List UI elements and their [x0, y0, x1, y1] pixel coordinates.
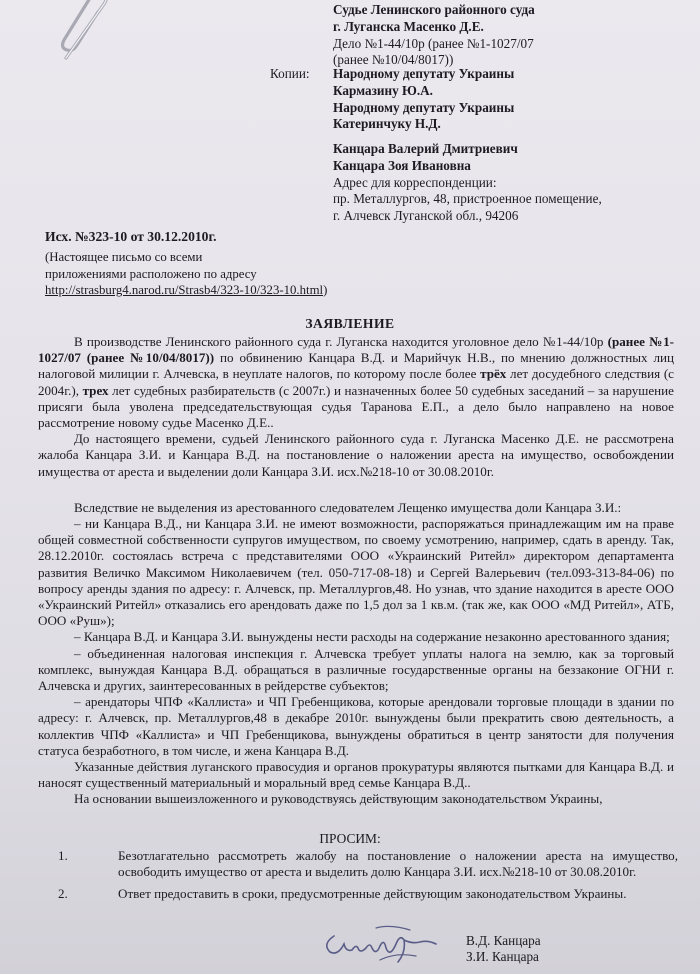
- addressee-block: [333, 2, 693, 69]
- case-number-line: Дело №1-44/10р (ранее №1-1027/07: [333, 35, 534, 51]
- request-text: Безотлагательно рассмотреть жалобу на постановление о наложении ареста на имущество, освободить имущество от ареста и выделить долю Канцара З.И. исх.№218-10 от 30.08.2010г.: [118, 848, 678, 880]
- paragraph-9: На основании вышеизложенного и руководствуясь действующим законодательством Украины,: [74, 791, 603, 807]
- case-number-line-2: (ранее №10/04/8017)): [333, 52, 454, 68]
- address-label: Адрес для корреспонденции:: [333, 174, 497, 190]
- paragraph-7: – арендаторы ЧПФ «Каллиста» и ЧП Гребенщикова, которые арендовали торговые площади в здании по адресу: г. Алчевск, пр. Металлургов,48 в декабре 2010г. вынуждены были прекратить свою деятельность, а коллектив ЧПФ «Каллиста» и ЧП Гребенщикова, вынуждены обратиться в центр занятости для получения статуса безработного, в том числе, и жена Канцара В.Д.: [38, 694, 674, 758]
- paragraph-2: До настоящего времени, судьей Ленинского районного суда г. Луганска Масенко Д.Е. не рассмотрена жалоба Канцара З.И. и Канцара В.Д. на постановление о наложении ареста на имущество, освобождении имущества от ареста и выделении доли Канцара З.И. исх.№218-10 от 30.08.2010г.: [38, 431, 674, 479]
- request-list: [58, 848, 678, 909]
- request-heading: ПРОСИМ:: [319, 831, 381, 846]
- copy-recipient: Катеринчуку Н.Д.: [333, 116, 441, 132]
- document-url-link[interactable]: http://strasburg4.narod.ru/Strasb4/323-10/323-10.html: [45, 283, 324, 298]
- note-line-1: (Настоящее письмо со всеми: [45, 250, 203, 264]
- sender-name-1: Канцара Валерий Дмитриевич: [333, 141, 518, 156]
- request-text: Ответ предоставить в сроки, предусмотренные действующим законодательством Украины.: [118, 886, 627, 902]
- note-line-2: приложениями расположено по адресу: [45, 266, 257, 281]
- text-run: В производстве Ленинского районного суда г. Луганска находится уголовное дело №1-44/10р: [74, 334, 604, 349]
- online-copy-note: [45, 249, 385, 299]
- sender-block: [333, 141, 693, 225]
- copy-recipient: Народному депутату Украины: [333, 66, 515, 81]
- request-number: 1.: [58, 848, 68, 863]
- text-run-bold: трёх: [480, 366, 507, 382]
- paragraph-6: – объединенная налоговая инспекция г. Алчевска требует уплаты налога на землю, как за торговый комплекс, вынуждая Канцара В.Д. обращаться в различные государственные органы на беззаконие ОГНИ г. Алчевска и других, заинтересованных в рейдерстве субъектов;: [38, 645, 674, 694]
- paragraph-1: [38, 334, 674, 431]
- text-run-bold: (ранее №1-1027/07 (ранее №10/04/8017)): [38, 334, 674, 366]
- request-item: [58, 886, 678, 902]
- signer-name: З.И. Канцара: [466, 949, 539, 965]
- paragraph-8: Указанные действия луганского правосудия и органов прокуратуры являются пытками для Канцара В.Д. и наносят существенный материальный и моральный вред семье Канцара В.Д..: [38, 759, 674, 791]
- address-line-1: пр. Металлургов, 48, пристроенное помещение,: [333, 191, 602, 207]
- text-run: лет судебных разбирательств (с 2007г.) и назначенных более 50 судебных заседаний – за нарушение присяги была уволена председательствующая судья Таранова Е.П., а дело было направлено на новое рассмотрение новому судье Масенко Д.Е..: [38, 382, 674, 431]
- text-run: лет досудебного следствия (с 2004г.),: [38, 366, 674, 398]
- text-run-bold: трех: [82, 382, 109, 398]
- address-line-2: г. Алчевск Луганской обл., 94206: [333, 208, 519, 224]
- copies-label: Копии:: [270, 66, 310, 81]
- copy-recipient: Кармазину Ю.А.: [333, 82, 433, 98]
- signers-block: [466, 933, 541, 966]
- text-run: по обвинению Канцара В.Д. и Марийчук Н.В., по мнению должностных лиц налоговой милиции г. Алчевска, в неуплате налогов, по которому после более: [38, 350, 674, 382]
- paragraph-5: – Канцара В.Д. и Канцара З.И. вынуждены нести расходы на содержание незаконно арестованного здания;: [74, 629, 670, 645]
- paragraph-3: Вследствие не выделения из арестованного следователем Лещенко имущества доли Канцара З.И.:: [74, 499, 622, 515]
- note-close-paren: ): [323, 283, 328, 298]
- copy-recipient: Народному депутату Украины: [333, 99, 515, 115]
- outgoing-number: Исх. №323-10 от 30.12.2010г.: [45, 229, 217, 244]
- document-title: ЗАЯВЛЕНИЕ: [305, 316, 395, 331]
- addressee-line-2: г. Луганска Масенко Д.Е.: [333, 18, 484, 34]
- sender-name-2: Канцара Зоя Ивановна: [333, 157, 471, 173]
- request-number: 2.: [58, 886, 68, 902]
- statement-body: [38, 334, 674, 808]
- handwritten-signature: [320, 922, 440, 968]
- request-item: [58, 848, 678, 880]
- paperclip-icon: [58, 0, 118, 66]
- copies-list: [333, 66, 693, 133]
- paragraph-4: – ни Канцара В.Д., ни Канцара З.И. не имеют возможности, распоряжаться принадлежащим им на праве общей совместной собственности супругов имуществом, по своему усмотрению, например, сдать в аренду. Так, 28.12.2010г. состоялась встреча с представителями ООО «Украинский Ритейл» директором департамента развития Величко Максимом Николаевичем (тел. 050-717-08-18) и Сергей Валерьевич (тел.093-313-84-06) по вопросу аренды здания по адресу: г. Алчевск, пр. Металлургов,48. Но узнав, что здание находится в аресте ООО «Украинский Ритейл» отказались его арендовать даже по 1,5 дол за 1 кв.м. (так же, как ООО «МД Ритейл», АТБ, ООО «Руш»);: [38, 516, 674, 629]
- addressee-line-1: Судье Ленинского районного суда: [333, 2, 535, 17]
- signer-name: В.Д. Канцара: [466, 933, 541, 948]
